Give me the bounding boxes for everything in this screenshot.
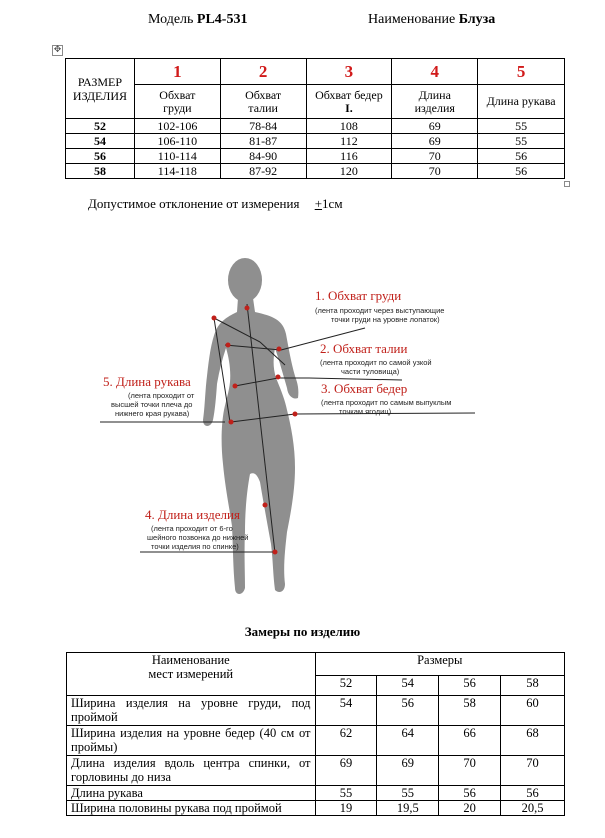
column-header-length: Длина изделия (392, 85, 478, 119)
svg-text:(лента проходит от: (лента проходит от (128, 391, 195, 400)
measure-value: 19 (315, 801, 377, 816)
size-chart-table (65, 58, 565, 179)
svg-text:(лента проходит по самой узкой: (лента проходит по самой узкой (320, 358, 432, 367)
waist-cell: 84-90 (220, 149, 306, 164)
chest-cell: 106-110 (134, 134, 220, 149)
table-row (66, 119, 565, 134)
measure-value: 70 (439, 756, 501, 786)
column-number: 1 (134, 59, 220, 85)
table-row (67, 696, 565, 726)
table-row (67, 756, 565, 786)
size-cell: 52 (66, 119, 135, 134)
measure-name-header: Наименование мест измерений (67, 653, 316, 696)
chest-cell: 110-114 (134, 149, 220, 164)
length-cell: 70 (392, 149, 478, 164)
model-code: PL4-531 (196, 12, 248, 27)
sleeve-cell: 55 (478, 119, 565, 134)
svg-text:точкам ягодиц): точкам ягодиц) (339, 407, 392, 416)
measure-value: 66 (439, 726, 501, 756)
column-number: 2 (220, 59, 306, 85)
label-hips (321, 381, 451, 416)
tolerance-note (88, 196, 343, 212)
measurement-figure (95, 250, 485, 600)
measure-name: Длина рукава (67, 786, 316, 801)
waist-cell: 81-87 (220, 134, 306, 149)
hips-cell: 116 (306, 149, 392, 164)
size-cell: 58 (66, 164, 135, 179)
tolerance-value: 1см (322, 196, 343, 211)
measure-value: 60 (501, 696, 565, 726)
measure-value: 55 (315, 786, 377, 801)
column-header-chest: Обхват груди (134, 85, 220, 119)
measure-value: 56 (439, 786, 501, 801)
svg-text:(лента проходит от 6-го: (лента проходит от 6-го (151, 524, 233, 533)
svg-text:высшей точки плеча до: высшей точки плеча до (111, 400, 193, 409)
chest-cell: 114-118 (134, 164, 220, 179)
measure-value: 55 (377, 786, 439, 801)
size-col-header: 56 (439, 676, 501, 696)
hips-cell: 112 (306, 134, 392, 149)
table-resize-handle[interactable] (564, 181, 570, 187)
label-waist-title: 2. Обхват талии (320, 341, 408, 356)
measure-value: 64 (377, 726, 439, 756)
svg-text:шейного позвонка до нижней: шейного позвонка до нижней (147, 533, 249, 542)
measure-value: 62 (315, 726, 377, 756)
table-row (67, 801, 565, 816)
label-hips-title: 3. Обхват бедер (321, 381, 408, 396)
length-cell: 69 (392, 119, 478, 134)
label-chest (315, 288, 444, 324)
svg-text:(лента проходит через выступаю: (лента проходит через выступающие (315, 306, 445, 315)
svg-text:(лента проходит по самым выпук: (лента проходит по самым выпуклым (321, 398, 452, 407)
size-header-line-2: ИЗДЕЛИЯ (72, 88, 128, 103)
measure-value: 20,5 (501, 801, 565, 816)
svg-text:нижнего края рукава): нижнего края рукава) (115, 409, 190, 418)
label-chest-title: 1. Обхват груди (315, 288, 402, 303)
plus-minus-sign: + (314, 196, 323, 211)
column-number: 3 (306, 59, 392, 85)
sleeve-cell: 56 (478, 149, 565, 164)
product-name-line (368, 12, 495, 28)
tolerance-text: Допустимое отклонение от измерения (88, 196, 300, 211)
hips-cell: 120 (306, 164, 392, 179)
measure-value: 56 (501, 786, 565, 801)
length-cell: 69 (392, 134, 478, 149)
svg-text:точки груди на уровне лопаток): точки груди на уровне лопаток) (331, 315, 440, 324)
measure-value: 70 (501, 756, 565, 786)
label-length-title: 4. Длина изделия (145, 507, 240, 522)
size-header-line-1: РАЗМЕР (77, 74, 123, 89)
waist-cell: 87-92 (220, 164, 306, 179)
column-header-waist: Обхват талии (220, 85, 306, 119)
measure-name: Ширина изделия на уровне груди, под проймой (67, 696, 316, 726)
length-cell: 70 (392, 164, 478, 179)
table-row (66, 164, 565, 179)
table-move-handle-icon[interactable]: ✥ (53, 45, 62, 55)
sleeve-cell: 56 (478, 164, 565, 179)
label-waist (320, 341, 432, 376)
column-header-sleeve: Длина рукава (478, 85, 565, 119)
measure-value: 54 (315, 696, 377, 726)
model-label: Модель (148, 12, 194, 27)
measure-value: 56 (377, 696, 439, 726)
measure-value: 58 (439, 696, 501, 726)
measurements-table (66, 652, 565, 816)
column-number: 4 (392, 59, 478, 85)
measurements-title: Замеры по изделию (244, 624, 361, 639)
svg-text:точки изделия по спинке): точки изделия по спинке) (151, 542, 239, 551)
measure-value: 68 (501, 726, 565, 756)
measure-value: 69 (377, 756, 439, 786)
column-header-hips: Обхват бедер I. (306, 85, 392, 119)
size-col-header: 58 (501, 676, 565, 696)
hips-cell: 108 (306, 119, 392, 134)
waist-cell: 78-84 (220, 119, 306, 134)
measure-value: 20 (439, 801, 501, 816)
label-sleeve (103, 374, 195, 418)
measure-name: Длина изделия вдоль центра спинки, от горловины до низа (67, 756, 316, 786)
table-row (66, 149, 565, 164)
product-name-value: Блуза (458, 12, 496, 27)
size-col-header: 54 (377, 676, 439, 696)
product-name-label: Наименование (368, 12, 456, 27)
sizes-header: Размеры (315, 653, 564, 676)
size-cell: 54 (66, 134, 135, 149)
table-row (67, 726, 565, 756)
size-col-header: 52 (315, 676, 377, 696)
measure-value: 19,5 (377, 801, 439, 816)
table-row (67, 786, 565, 801)
measure-name: Ширина изделия на уровне бедер (40 см от проймы) (67, 726, 316, 756)
table-row (66, 134, 565, 149)
measure-value: 69 (315, 756, 377, 786)
size-header-cell (66, 59, 135, 119)
sleeve-cell: 55 (478, 134, 565, 149)
measure-name: Ширина половины рукава под проймой (67, 801, 316, 816)
label-sleeve-title: 5. Длина рукава (103, 374, 191, 389)
column-number: 5 (478, 59, 565, 85)
size-cell: 56 (66, 149, 135, 164)
chest-cell: 102-106 (134, 119, 220, 134)
svg-text:части туловища): части туловища) (341, 367, 400, 376)
model-line (148, 12, 247, 28)
